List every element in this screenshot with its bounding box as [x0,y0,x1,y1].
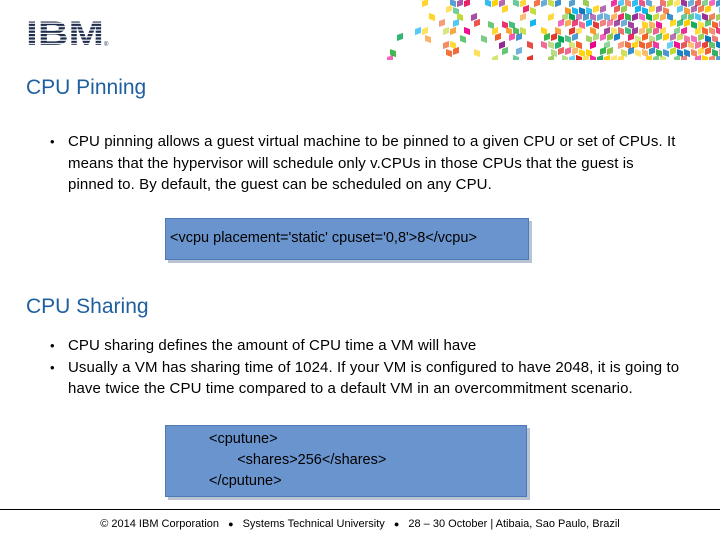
bullet-item: • CPU sharing defines the amount of CPU time a VM will have [50,335,680,357]
mosaic-tile [541,41,547,49]
cpu-sharing-code-box [165,425,527,497]
mosaic-tile [653,55,659,60]
mosaic-tile [600,5,606,13]
mosaic-tile [653,13,659,21]
mosaic-tile [415,27,421,35]
code-line: </cputune> [209,473,282,489]
mosaic-tile [670,47,676,55]
mosaic-tile [492,0,498,7]
mosaic-tile [667,41,673,49]
mosaic-tile [579,49,585,57]
mosaic-tile [562,55,568,60]
decorative-mosaic-banner [380,0,720,60]
mosaic-tile [670,33,676,41]
mosaic-tile [600,33,606,41]
mosaic-tile [453,19,459,27]
mosaic-tile [450,41,456,49]
mosaic-tile [520,0,526,7]
cpu-pinning-code-box [165,218,529,260]
code-block [209,429,386,492]
mosaic-tile [677,33,683,41]
bullet-item: • Usually a VM has sharing time of 1024. If your VM is configured to have 2048, it is going to have twice the CPU time compared to a default VM in an overcommitment scenario. [50,357,680,400]
mosaic-tile [639,27,645,35]
mosaic-tile [593,5,599,13]
mosaic-tile [604,55,610,60]
mosaic-tile [611,0,617,7]
mosaic-tile [688,41,694,49]
mosaic-tile [555,41,561,49]
mosaic-tile [684,19,690,27]
mosaic-tile [677,5,683,13]
mosaic-tile [541,27,547,35]
mosaic-tile [558,19,564,27]
mosaic-tile [548,41,554,49]
mosaic-tile [625,41,631,49]
mosaic-tile [530,19,536,27]
mosaic-tile [618,41,624,49]
mosaic-tile [691,21,697,29]
mosaic-tile [492,55,498,60]
mosaic-tile [702,13,708,21]
ibm-logo [26,17,110,51]
mosaic-tile [656,33,662,41]
mosaic-tile [422,27,428,35]
mosaic-tile [572,33,578,41]
bullet-item: • CPU pinning allows a guest virtual machine to be pinned to a given CPU or set of CPUs. It means that the hypervisor will schedule only v.CPUs in those CPUs that the guest is pinned to. By default, the guest can be scheduled on any CPU. [50,131,680,196]
mosaic-tile [586,35,592,43]
mosaic-tile [481,35,487,43]
mosaic-tile [614,5,620,13]
mosaic-tile [639,41,645,49]
mosaic-tile [387,55,393,60]
mosaic-tile [649,47,655,55]
mosaic-tile [597,13,603,21]
mosaic-tile [439,19,445,27]
mosaic-tile [502,47,508,55]
footer-event: Systems Technical University [242,518,385,530]
mosaic-tile [548,0,554,7]
mosaic-tile [555,0,561,7]
mosaic-tile [698,47,704,55]
mosaic-tile [569,27,575,35]
mosaic-tile [709,27,715,35]
mosaic-tile [702,55,708,60]
mosaic-tile [534,0,540,7]
mosaic-tile [614,19,620,27]
mosaic-tile [523,5,529,13]
mosaic-tile [485,0,491,7]
mosaic-tile [548,55,554,60]
mosaic-tile [642,49,648,57]
mosaic-tile [446,5,452,13]
mosaic-tile [607,47,613,55]
mosaic-tile [460,35,466,43]
mosaic-tile [527,41,533,49]
mosaic-tile [625,27,631,35]
mosaic-tile [607,33,613,41]
mosaic-tile [667,13,673,21]
mosaic-tile [583,0,589,7]
mosaic-tile [656,5,662,13]
mosaic-tile [635,49,641,57]
mosaic-tile [457,0,463,7]
code-line: <vcpu placement='static' cpuset='0,8'>8</vcpu> [170,230,477,246]
mosaic-tile [474,19,480,27]
mosaic-tile [443,27,449,35]
mosaic-tile [698,5,704,13]
mosaic-tile [639,13,645,21]
mosaic-tile [471,13,477,21]
mosaic-tile [565,19,571,27]
mosaic-tile [705,47,711,55]
mosaic-tile [548,13,554,21]
svg-text:IBM: IBM [26,17,104,51]
mosaic-tile [513,0,519,7]
mosaic-tile [597,55,603,60]
mosaic-tile [506,27,512,35]
mosaic-tile [590,27,596,35]
mosaic-tile [635,5,641,13]
mosaic-tile [422,0,428,7]
footer-copyright: © 2014 IBM Corporation [100,518,220,530]
mosaic-tile [716,41,720,49]
mosaic-tile [474,49,480,57]
mosaic-tile [488,21,494,29]
cpu-pinning-bullets [50,131,680,196]
mosaic-tile [527,55,533,60]
mosaic-tile [691,35,697,43]
footer-divider [0,509,720,510]
mosaic-tile [516,47,522,55]
mosaic-tile [618,55,624,60]
code-line: <shares>256</shares> [209,452,387,468]
mosaic-tile [646,0,652,7]
mosaic-tile [691,5,697,13]
mosaic-tile [450,27,456,35]
mosaic-tile [586,19,592,27]
mosaic-tile [611,55,617,60]
mosaic-tile [705,5,711,13]
mosaic-tile [464,27,470,35]
mosaic-tile [446,49,452,57]
mosaic-tile [558,47,564,55]
section-title-cpu-pinning: CPU Pinning [26,76,147,99]
mosaic-tile [621,5,627,13]
mosaic-tile [464,0,470,7]
mosaic-tile [600,47,606,55]
mosaic-tile [698,33,704,41]
mosaic-tile [572,7,578,15]
mosaic-tile [593,21,599,29]
section-title-cpu-sharing: CPU Sharing [26,295,149,318]
mosaic-tile [551,33,557,41]
mosaic-tile [695,13,701,21]
mosaic-tile [621,19,627,27]
mosaic-tile [541,0,547,7]
mosaic-tile [681,41,687,49]
mosaic-tile [667,0,673,7]
mosaic-tile [513,55,519,60]
mosaic-tile [565,47,571,55]
mosaic-tile [530,7,536,15]
mosaic-tile [674,0,680,7]
mosaic-tile [691,49,697,57]
code-line: <cputune> [209,431,278,447]
footer-separator: ● [393,519,400,529]
mosaic-tile [716,27,720,35]
mosaic-tile [569,55,575,60]
mosaic-tile [709,55,715,60]
mosaic-tile [632,13,638,21]
footer-separator: ● [228,519,234,529]
mosaic-tile [716,13,720,21]
mosaic-tile [397,33,403,41]
mosaic-tile [590,55,596,60]
mosaic-tile [716,0,720,7]
mosaic-tile [569,0,575,7]
mosaic-tile [499,41,505,49]
mosaic-tile [429,13,435,21]
mosaic-tile [628,21,634,29]
mosaic-tile [642,33,648,41]
mosaic-tile [646,13,652,21]
mosaic-tile [499,0,505,7]
mosaic-tile [495,33,501,41]
mosaic-tile [688,0,694,7]
mosaic-tile [677,19,683,27]
footer-location: 28 – 30 October | Atibaia, Sao Paulo, Brazil [408,518,620,530]
mosaic-tile [674,55,680,60]
mosaic-tile [443,41,449,49]
mosaic-tile [646,41,652,49]
svg-text:®: ® [104,42,109,48]
cpu-sharing-bullets [50,335,680,400]
mosaic-tile [600,19,606,27]
footer [0,518,720,530]
mosaic-tile [425,35,431,43]
mosaic-tile [660,13,666,21]
mosaic-tile [520,13,526,21]
mosaic-tile [663,49,669,57]
mosaic-tile [502,5,508,13]
mosaic-tile [663,33,669,41]
mosaic-tile [632,0,638,7]
